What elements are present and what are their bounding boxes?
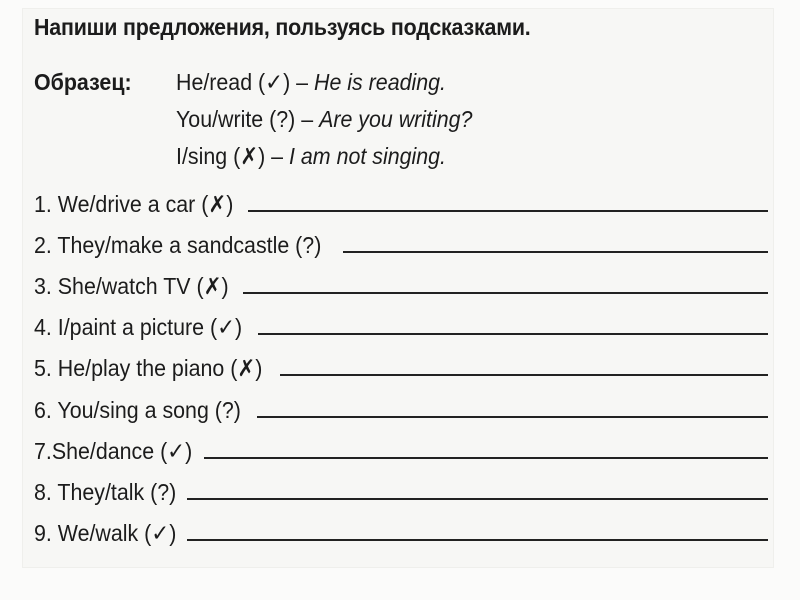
- task-prompt: 7.She/dance (✓): [34, 438, 193, 464]
- example-line: [176, 69, 446, 96]
- answer-line[interactable]: [187, 539, 768, 541]
- task-item: [34, 476, 768, 506]
- task-item: [34, 311, 768, 341]
- task-prompt: 3. She/watch TV (✗): [34, 273, 229, 299]
- example-prompt: You/write (?) –: [176, 106, 320, 132]
- task-item: [34, 435, 768, 465]
- answer-line[interactable]: [204, 457, 768, 459]
- task-item: [34, 188, 768, 218]
- task-prompt: 8. They/talk (?): [34, 479, 177, 505]
- worksheet-title: Напиши предложения, пользуясь подсказками.: [34, 14, 531, 40]
- task-prompt: 2. They/make a sandcastle (?): [34, 232, 322, 258]
- answer-line[interactable]: [343, 251, 768, 253]
- answer-line[interactable]: [243, 292, 768, 294]
- answer-line[interactable]: [257, 416, 769, 418]
- task-item: [34, 270, 768, 300]
- task-prompt: 4. I/paint a picture (✓): [34, 314, 243, 340]
- example-label: Образец:: [34, 69, 132, 95]
- task-prompt: 9. We/walk (✓): [34, 520, 177, 546]
- task-prompt: 6. You/sing a song (?): [34, 397, 241, 423]
- answer-line[interactable]: [248, 210, 768, 212]
- example-answer: Are you writing?: [319, 106, 473, 132]
- answer-line[interactable]: [258, 333, 768, 335]
- task-item: [34, 352, 768, 382]
- task-prompt: 1. We/drive a car (✗): [34, 191, 234, 217]
- task-item: [34, 517, 768, 547]
- task-prompt: 5. He/play the piano (✗): [34, 355, 263, 381]
- task-item: [34, 229, 768, 259]
- example-prompt: He/read (✓) –: [176, 69, 315, 95]
- task-item: [34, 394, 768, 424]
- example-prompt: I/sing (✗) –: [176, 143, 290, 169]
- example-answer: I am not singing.: [289, 143, 446, 169]
- example-answer: He is reading.: [314, 69, 446, 95]
- answer-line[interactable]: [187, 498, 768, 500]
- example-line: [176, 143, 446, 170]
- example-line: [176, 106, 472, 133]
- answer-line[interactable]: [280, 374, 768, 376]
